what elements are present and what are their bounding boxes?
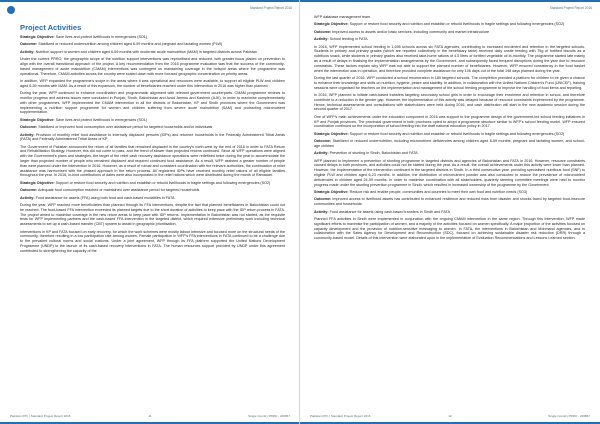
paragraph-label: Strategic Objective: (314, 190, 349, 195)
paragraph (314, 30, 585, 35)
paragraph (314, 93, 585, 112)
paragraph-text: Stabilized or reduced undernutrition, including micronutrient deficiencies among children aged 6-59 months, pregnant and lactating women, and school-age children (314, 139, 585, 148)
paragraph (20, 50, 285, 55)
paragraph (314, 15, 585, 20)
right-footer (310, 414, 590, 419)
left-content (20, 23, 285, 256)
paragraph (20, 181, 285, 186)
paragraph-label: Activity: (20, 49, 35, 54)
paragraph (314, 115, 585, 129)
paragraph-label: Strategic Objective: (20, 180, 55, 185)
paragraph-text: During the last quarter of 2016, WFP conducted a school enumeration in 180 targeted schools. The completion provided a platform for children to be given a chance to enhance their knowledge and skills on nutrition, hygiene, peace and stability. In addition, in collaboration with the United Nations Children's Fund (UNICEF), training sessions were organised for teachers on the implementation and management of the school feeding programme to improve the handling of food items and reporting. (314, 75, 585, 90)
paragraph (20, 196, 285, 201)
paragraph-label: Strategic Objective: (314, 22, 349, 27)
footer-project-id: Single Country PRRO - 200867 (548, 414, 590, 418)
paragraph-text: Reduce risk and enable people, communities and countries to meet their own food and nutrition needs (SO3) (348, 190, 528, 195)
paragraph-label: Outcome: (20, 188, 38, 193)
paragraph-text: Save lives and protect livelihoods in emergencies (SO1) (54, 35, 148, 39)
paragraph (314, 139, 585, 149)
paragraph-text: Improved access to assets and/or basic services, including community and market infrastructure (331, 29, 490, 34)
paragraph-text: In 2016, WFP planned to initiate cash-based transfers targeting secondary school girls in order to encourage their enrolment and retention in school, and therefore contribute to a reduction in the gender gap. However, the implementation of this activity was delayed because of resource constraints experienced by the programme. Hence, technical assessments and consultations with stakeholders were held during 2016, and cash distribution will start in the new academic session during the second quarter of 2017. (314, 92, 585, 112)
footer-project-id: Single Country PRRO - 200867 (248, 414, 290, 418)
paragraph-text: In addition, WFP expanded the programme's scope in the areas where it was operational and resources were available, to support all eligible PLW and children aged 6-59 months with MAM. As a result of this expansion, the number of beneficiaries reached under this intervention in 2016 was higher than planned. (20, 78, 285, 88)
paragraph-label: Activity: (314, 37, 329, 42)
paragraph-text: Food assistance for assets (FFA) using both food and cash-based modalities in FATA (34, 195, 175, 200)
paragraph (20, 35, 285, 40)
footer-page-number: 11 (148, 414, 152, 418)
paragraph (314, 210, 585, 215)
paragraph (314, 159, 585, 188)
paragraph-text: Save lives and protect livelihoods in emergencies (SO1) (54, 117, 148, 122)
paragraph (20, 91, 285, 115)
paragraph (20, 145, 285, 179)
paragraph-label: Activity: (20, 195, 35, 200)
left-footer (10, 414, 290, 419)
paragraph-text: Stabilized or reduced undernutrition among children aged 6-59 months and pregnant and lactating women (PLW) (37, 42, 223, 47)
paragraph (20, 133, 285, 143)
paragraph-text: Support or restore food security and nutrition and establish or rebuild livelihoods in fragile settings and following emergencies (SO2) (348, 131, 565, 136)
paragraph-text: Food assistance for assets using cash-based transfers in Sindh and FATA (328, 209, 450, 214)
paragraph (20, 203, 285, 227)
paragraph-text: The Government of Pakistan announced the return of all families that remained displaced in the country's north-west by the end of 2016 in order to FATA Return and Rehabilitation Strategy. However, this did not come to pass, and the trend of slower than projected returns continued. Since all WFP operations were aligned with the Government's plans and strategies, the target of the relief cash recovery assistance operations were redefined twice during the year to accommodate the larger than projected number of people who remained displaced and required continued food assistance. As a result, WFP assisted a greater number of people than were planned under the intervention in 2016. However, as a result of robust and consistent coordination with the relevant authorities, the continuation of relief assistance was harmonised with the phased approach in the return process. All registered IDPs have received monthly relief rations of all eligible families throughout the year. In 2016, in-kind contributions of dates were also incorporated in the relief rations which were distributed during the month of Ramadan. (20, 144, 285, 178)
footer-report-name: Pakistan (PK) | Standard Project Report 2016 (10, 414, 71, 418)
paragraph-label: Outcome: (314, 197, 332, 202)
paragraph-label: Activity: (314, 151, 329, 156)
paragraph (314, 151, 585, 156)
paragraph (314, 190, 585, 195)
paragraph-text: WFP database management team. (314, 15, 372, 19)
paragraph-text: In 2016, WFP implemented school feeding in 1,695 schools across six FATA agencies, contributing to increased enrolment and retention in the targeted schools. Students in primary and primary grades (which are reported collectively in the beneficiary table) received daily onsite feeding with 75g of fortified biscuits as a nutritious snack, while students in primary grades also received take-home rations of 4.5 litres of fortified vegetable oil bi-monthly. The programme started late mainly as a result of delays in finalising the implementation arrangements by the Government, and subsequently faced frequent disruptions during the year due to resource constraints. These factors explain why WFP was not able to support the planned number of beneficiaries. However, WFP ensured consistency in the food basket when the intervention was in operation, and therefore provided complete assistance for only 106 days out of the total 198 days planned during the year. (314, 44, 585, 73)
paragraph-text: During the year, WFP reached more beneficiaries than planned through its FFA interventions, despite the fact that planned beneficiaries in Balochistan could not be reached. The food-based FFA intervention exceeded its planned targets due to the short duration of activities to keep pace with the IDP return process in FATA. The project aimed to maximise coverage in the new return areas to keep pace with IDP returns. Implementation in Balochistan was not started, as the requisite tests for WFP implementing partners and the cash-based FFA intervention in the targeted district, which required extensive preliminary work including technical assessments to set up a cash-based transfer (CBT) system to assist in geographic prioritisation. (20, 203, 285, 227)
paragraph-label: Strategic Objective: (314, 131, 349, 136)
paragraph-label: Strategic Objective: (20, 35, 55, 39)
paragraph (20, 188, 285, 193)
paragraph (20, 42, 285, 47)
paragraph (314, 22, 585, 27)
header-title: Standard Project Report 2016 (549, 6, 592, 10)
paragraph (20, 118, 285, 123)
paragraph-label: Activity: (314, 209, 329, 214)
paragraph-text: Prevention of stunting in Sindh, Balochistan and FATA (328, 151, 418, 156)
paragraph-text: Adequate food consumption reached or maintained over assistance period for targeted households (37, 188, 200, 193)
paragraph (314, 37, 585, 42)
paragraph-text: WFP planned to implement a prevention of stunting programme in targeted districts and agencies of Balochistan and FATA in 2016. However, resource constraints caused delays in both provinces, and activities could not be started during the year. As a result, the overall achievements under this activity were lower than planned. However, the implementation of the intervention continued in the targeted districts in Sindh. In a third consecutive year, providing specialised nutritious food (SNF) to eligible PLW and children aged 6-23 months. In addition, the distribution of micronutrient powder was also conducted to reduce the prevalence of micronutrient deficiencies in children aged 24-59 months. In order to maximise coordination with all stakeholders, quarterly steering committee meetings were held to monitor progress made under the stunting prevention programme in Sindh, which resulted in increased ownership of the programme by the Government. (314, 158, 585, 187)
footer-page-number: 12 (448, 414, 452, 418)
paragraph (314, 217, 585, 241)
paragraph-text: Provision of monthly relief food assistance to internally displaced persons (IDPs) and returnee households in the Federally Administered Tribal Areas (FATA) and Federally Administered Tribal Areas of KP (20, 132, 285, 142)
paragraph-label: Outcome: (20, 42, 38, 47)
paragraph-text: School feeding in FATA (328, 37, 368, 42)
right-paragraphs (314, 15, 585, 241)
top-accent-rule (0, 0, 300, 2)
paragraph (20, 79, 285, 89)
section-title: Project Activities (20, 23, 82, 32)
paragraph-text: Nutrition support to women and children aged 6-59 months with moderate acute malnutrition (MAM) in targeted districts across Pakistan (34, 49, 257, 54)
paragraph-label: Outcome: (314, 29, 332, 34)
paragraph-label: Outcome: (20, 125, 38, 130)
paragraph (20, 125, 285, 130)
top-accent-rule (300, 0, 600, 2)
wfp-logo-icon (7, 6, 15, 14)
paragraph-text: One of WFP's main achievements under the education component in 2016 was support to the programme design of the government-led school feeding initiatives in KP and Punjab provinces. The provincial government in both provinces opted to adopt a programme structure similar to WFP's school feeding model. WFP ensured coordination continued on the incorporation of school feeding into the draft national education policy in 2017. (314, 114, 585, 129)
left-paragraphs (20, 35, 285, 254)
paragraph (314, 197, 585, 207)
paragraph (314, 76, 585, 90)
paragraph-label: Strategic Objective: (20, 117, 55, 122)
paragraph-text: Support or restore food security and nutrition and establish or rebuild livelihoods in fragile settings and following emergencies (SO2) (348, 22, 565, 27)
paragraph (20, 230, 285, 254)
paragraph (314, 45, 585, 74)
right-page (300, 0, 600, 424)
header-title: Standard Project Report 2016 (249, 6, 292, 10)
paragraph-text: Improved access to livelihood assets has contributed to enhanced resilience and reduced risks from disaster and shocks faced by targeted food-insecure communities and households (314, 197, 585, 207)
paragraph (314, 132, 585, 137)
right-content (314, 15, 585, 244)
paragraph (20, 57, 285, 76)
paragraph-label: Activity: (20, 132, 35, 137)
paragraph-text: Planned FFA activities in Sindh were implemented in conjunction with the ongoing CMAM intervention in the same region. Through this intervention, WFP made significant efforts to maximise the participation of women, and a majority of the activities focused on women specifically. A major proportion of the activities focused on capacity development and the provision of nutrition-sensitive messaging to women. In FATA, the interventions in Balochistan and Mohmand agencies, and in collaboration with the Sales Agency for Development and Reconstruction (SDC), focused on achieving sustainable disaster risk reduction (DRR) through a community-based model. Details of this intervention were elaborated upon in the implementation of Evaluation Recommendations and Lessons Learned section. (314, 217, 585, 241)
paragraph-text: Under the current PRRO, the geographic scope of the nutrition support interventions was reprioritised and reduced, with greater focus placed on prevention to align with the overall transitional approach of the project. A key recommendation from the 2016 programme evaluation was that the success of the community-based management of acute malnutrition (CMAM) interventions was contingent on maintaining coverage in the hotspot areas where the programme was operational. Therefore, CMAM activities across the country were scaled down with more focused geographic concentration on priority areas. (20, 57, 285, 76)
paragraph-text: Stabilized or improved food consumption over assistance period for targeted households and/or individuals (37, 125, 213, 130)
paragraph-text: Support or restore food security and nutrition and establish or rebuild livelihoods in fragile settings and following emergencies (SO2) (54, 180, 271, 185)
paragraph-text: Interventions in KP and FATA focused on early recovery, for which the work schemes were mostly labour intensive and focused more on the structural needs of the community, therefore resulting in a low participation rate among women. Female participation in WFP's FFA interventions in FATA continued to be a challenge due to the prevalent cultural norms and social customs. Under a joint agreement, WFP through its FFA platform supported the United Nations Development Programme (UNDP) in the launch of its cash-based recovery interventions in FATA. The human resources support provided by UNDP under this agreement contributed to strengthening the capacity of the (20, 229, 285, 253)
footer-report-name: Pakistan (PK) | Standard Project Report 2016 (310, 414, 371, 418)
paragraph-label: Outcome: (314, 139, 332, 144)
paragraph-text: During the year, WFP continued to enhance coordination and programmatic alignment with relevant government counterparts. CMAM programme reviews to monitor progress and address issues were conducted in Punjab, Sindh, Balochistan and Azad Jammu and Kashmir (AJK). In order to maximise complementarity with other programmes, WFP implemented the CMAM intervention in all the districts of Balochistan, KP and Sindh provinces where the Government was implementing a nutrition support programme for women and children suffering from severe acute malnutrition (SAM) and protracting micronutrient supplementation. (20, 91, 285, 115)
